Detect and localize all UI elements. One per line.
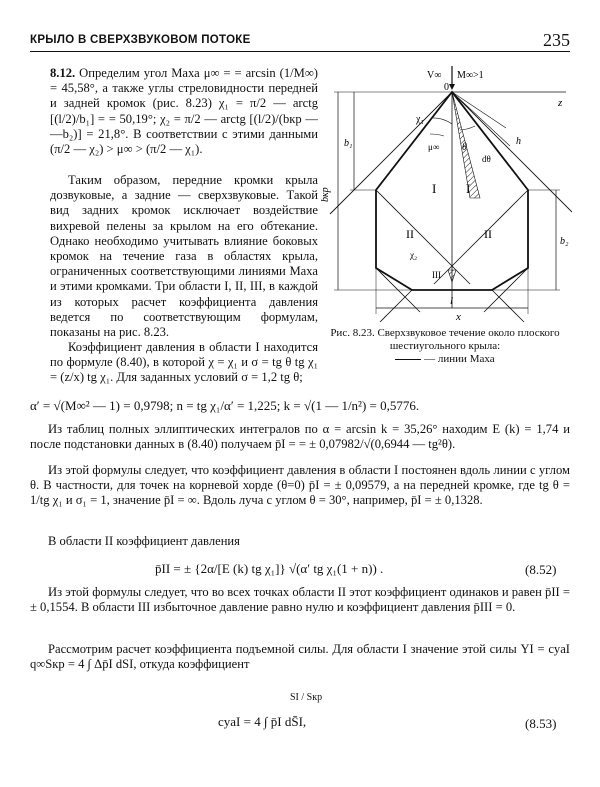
formula-8-53: cyaI = 4 ∫ p̄I dS̄I, [218, 714, 307, 729]
label-chi2: χ₂ [410, 250, 418, 260]
label-velocity: V∞ [427, 70, 442, 81]
label-region-2-right: II [484, 227, 492, 241]
equation-number-8-53: (8.53) [525, 716, 557, 731]
arc-chi1 [432, 118, 452, 124]
label-x: x [456, 311, 461, 323]
paragraph-lift: Рассмотрим расчет коэффициента подъемной силы. Для области I значение этой силы YI = cyaI q∞Sкр = 4 ∫ Δp̄I dSI, откуда коэффициент [30, 642, 570, 672]
paragraph-text: Определим угол Маха μ∞ = = arcsin (1/M∞) = 45,58°, а также углы стреловидности передней и задней кромок (рис. 8.23) χ₁ = π/2 — arctg [(l/2)/b₁] = = 50,19°; χ₂ = π/2 — arctg [(l/2)/(bкр — —b₂)] = 21,8°. В соответствии с этими данными (π/2 — χ₂) > μ∞ > (π/2 — χ₁). [50, 66, 318, 157]
legend-swatch [395, 359, 421, 360]
label-l: l [450, 295, 454, 307]
label-region-1-left: I [432, 181, 437, 196]
label-origin: 0 [444, 82, 449, 93]
figure-8-23 [320, 58, 572, 343]
label-bkr: bкр [320, 187, 331, 202]
label-region-3: III [432, 270, 441, 280]
paragraph-edges: Таким образом, передние кромки крыла дозвуковые, а задние — сверхзвуковые. Такой вид задних кромок исключает воздействие вихревой пелены за крылом на его обтекание. Однако необходимо учитывать влияние боковых кромок на течение газа в областях крыла, ограниченных соответствующими линиями Маха и этими кромками. Три области I, II, III, в каждой из которых расчет коэффициента давления ведется по соответствующим формулам, показаны на рис. 8.23. [50, 173, 318, 340]
label-theta: θ [462, 142, 467, 153]
region-3-hatch [448, 270, 456, 282]
paragraph-region-3: Из этой формулы следует, что во всех точках области II этот коэффициент одинаков и равен p̄II = ± 0,1554. В области III избыточное давление равно нулю и коэффициент давления p̄III = 0. [30, 585, 570, 615]
paragraph-pressure-const: Из этой формулы следует, что коэффициент давления в области I постоянен вдоль линии с углом θ. В частности, для точек на корневой хорде (θ=0) p̄I = ± 0,09579, а на передней кромке, где tg θ = 1/tg χ₁ и σ₁ = 1, значение p̄I = ∞. Вдоль луча с углом θ = 30°, например, p̄I = ± 0,1328. [30, 463, 570, 508]
mach-line [380, 290, 412, 322]
arc-mu [430, 134, 444, 136]
running-title: КРЫЛО В СВЕРХЗВУКОВОМ ПОТОКЕ [30, 34, 251, 46]
caption-text: Рис. 8.23. Сверхзвуковое течение около плоского шестиугольного крыла: [330, 327, 560, 352]
label-b2: b₂ [560, 236, 569, 247]
integral-upper-limit: SI / Sкр [290, 692, 323, 703]
label-chi1: χ₁ [416, 114, 424, 125]
figure-caption [316, 327, 574, 366]
formula-alpha-n-k: α′ = √(M∞² — 1) = 0,9798; n = tg χ₁/α′ = 1,225; k = √(1 — 1/n²) = 0,5776. [30, 398, 420, 413]
label-b1: b₁ [344, 138, 353, 149]
label-region-2-left: II [406, 227, 414, 241]
header-rule [30, 51, 570, 52]
velocity-arrowhead [449, 84, 455, 90]
label-region-1-right: I [466, 181, 471, 196]
paragraph-8-12 [50, 66, 318, 157]
label-z: z [558, 97, 563, 109]
label-mu: μ∞ [428, 142, 440, 152]
label-h: h [516, 136, 521, 147]
paragraph-elliptic: Из таблиц полных эллиптических интегралов по α = arcsin k = 35,26° находим E (k) = 1,74 и после подстановки данных в (8.40) получаем p̄I = = ± 0,07982/√(0,6944 — tg²θ). [30, 422, 570, 452]
page-number: 235 [543, 30, 570, 50]
formula-8-52: p̄II = ± {2α/[E (k) tg χ₁]} √(α′ tg χ₁(1 + n)) . [155, 561, 384, 576]
wing-diagram [320, 58, 572, 343]
problem-number: 8.12. [50, 66, 76, 80]
equation-number-8-52: (8.52) [525, 562, 557, 577]
legend-text: — линии Маха [424, 353, 495, 365]
mach-line [492, 290, 524, 322]
arc-theta [460, 126, 475, 130]
label-dtheta: dθ [482, 154, 491, 164]
label-mach: M∞>1 [457, 70, 484, 81]
page-header [30, 30, 570, 54]
paragraph-region-2: В области II коэффициент давления [48, 534, 240, 548]
paragraph-region-1: Коэффициент давления в области I находится по формуле (8.40), в которой χ = χ₁ и σ = tg θ tg χ₁ = (z/x) tg χ₁. Для заданных условий σ = 1,2 tg θ; [50, 340, 318, 385]
